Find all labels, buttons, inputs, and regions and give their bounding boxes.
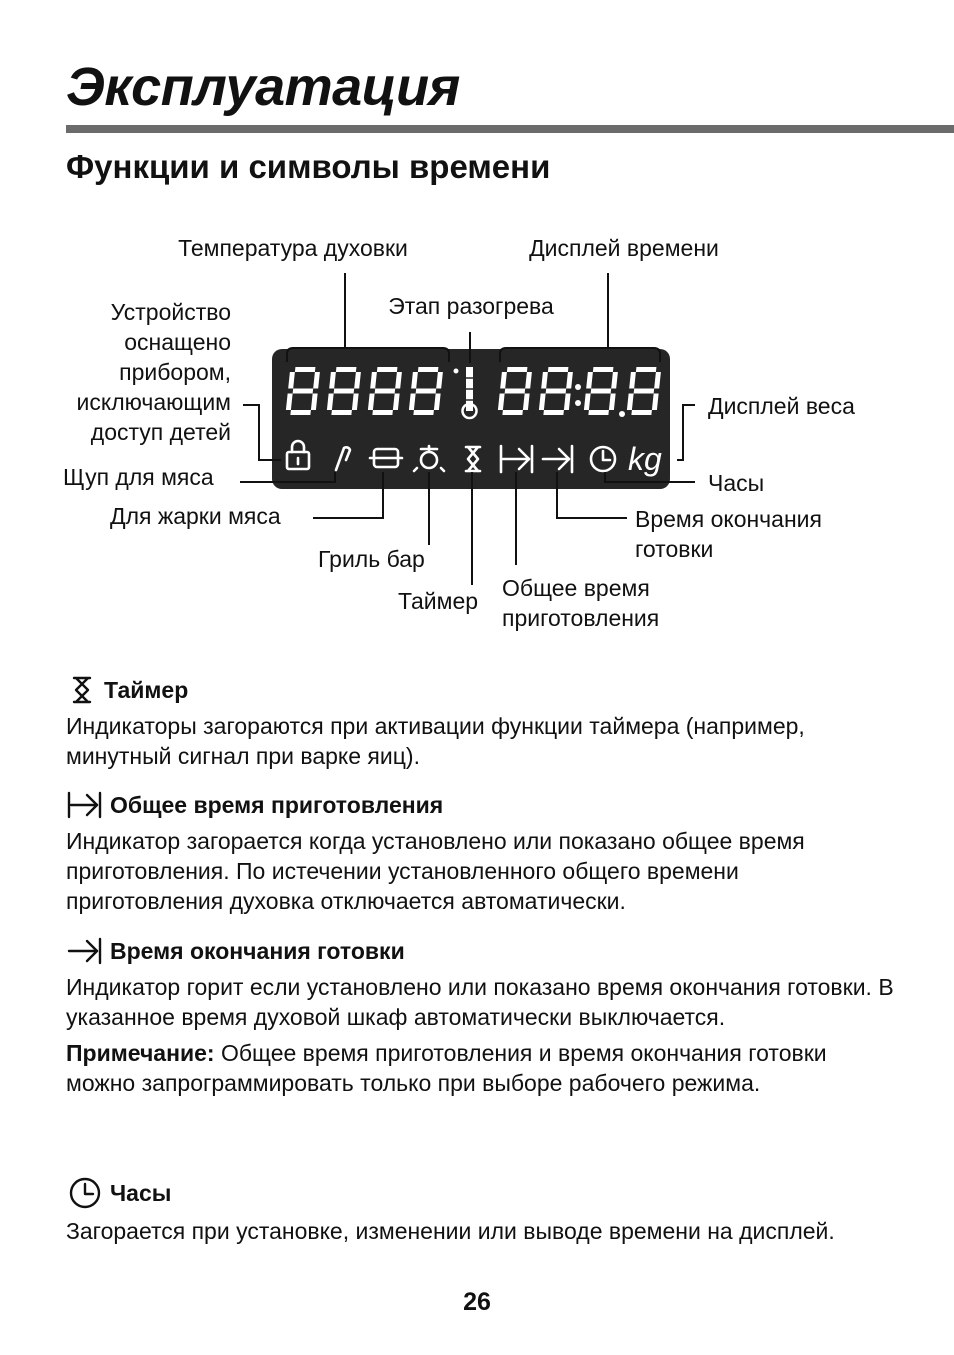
digit-segment bbox=[502, 410, 523, 415]
note-label: Примечание: bbox=[66, 1040, 215, 1066]
digit-segment bbox=[295, 367, 316, 372]
digit-segment bbox=[375, 389, 396, 394]
label-roast: Для жарки мяса bbox=[110, 503, 281, 529]
label-child-lock-3: прибором, bbox=[119, 359, 231, 385]
digit-segment bbox=[593, 367, 614, 372]
hourglass-icon bbox=[66, 675, 98, 705]
digit-segment bbox=[505, 389, 526, 394]
colon-dot-bottom bbox=[575, 400, 581, 406]
digit-segment bbox=[631, 410, 652, 415]
digit-segment bbox=[507, 367, 528, 372]
section-total-time bbox=[66, 790, 896, 916]
digit-segment bbox=[418, 367, 439, 372]
section-total-time-title: Общее время приготовления bbox=[110, 791, 444, 818]
section-clock-heading bbox=[66, 1176, 896, 1210]
digit-segment bbox=[546, 389, 567, 394]
label-clock: Часы bbox=[708, 470, 765, 496]
label-meat-probe: Щуп для мяса bbox=[63, 464, 214, 490]
digit-segment bbox=[377, 367, 398, 372]
section-clock-title: Часы bbox=[110, 1179, 172, 1206]
label-child-lock-2: оснащено bbox=[124, 329, 231, 355]
weight-unit: kg bbox=[628, 441, 662, 477]
digit-segment bbox=[548, 367, 569, 372]
display-diagram bbox=[0, 225, 954, 645]
digit-segment bbox=[413, 410, 434, 415]
label-total-time-2: приготовления bbox=[502, 605, 660, 631]
digit-segment bbox=[636, 367, 657, 372]
section-timer bbox=[66, 675, 896, 771]
digit-segment bbox=[336, 367, 357, 372]
section-clock bbox=[66, 1176, 896, 1246]
label-end-time-1: Время окончания bbox=[635, 506, 822, 532]
page-title: Эксплуатация bbox=[66, 57, 460, 117]
label-time-display: Дисплей времени bbox=[529, 235, 719, 261]
digit-segment bbox=[588, 410, 609, 415]
label-child-lock-1: Устройство bbox=[110, 299, 231, 325]
digit-segment bbox=[591, 389, 612, 394]
title-rule bbox=[66, 125, 954, 133]
section-end-time-text: Индикатор горит если установлено или показано время окончания готовки. В указанное время духовой шкаф автоматически выключается. bbox=[66, 974, 894, 1030]
section-end-time-title: Время окончания готовки bbox=[110, 937, 405, 964]
label-timer: Таймер bbox=[398, 588, 479, 614]
digit-segment bbox=[293, 389, 314, 394]
digit-segment bbox=[334, 389, 355, 394]
section-end-time-heading bbox=[66, 936, 896, 966]
digit-segment bbox=[331, 410, 352, 415]
section-clock-text: Загорается при установке, изменении или выводе времени на дисплей. bbox=[66, 1218, 835, 1244]
section-end-time bbox=[66, 936, 896, 1098]
digit-segment bbox=[372, 410, 393, 415]
section-total-time-text: Индикатор загорается когда установлено или показано общее время приготовления. По истечении установленного общего времени приготовления духовка отключается автоматически. bbox=[66, 828, 805, 914]
label-total-time-1: Общее время bbox=[502, 575, 650, 601]
section-timer-title: Таймер bbox=[104, 676, 189, 703]
section-timer-heading bbox=[66, 675, 896, 705]
decimal-dot bbox=[619, 411, 625, 417]
label-weight-display: Дисплей веса bbox=[708, 393, 855, 419]
label-heating-stage: Этап разогрева bbox=[388, 293, 554, 319]
page-number: 26 bbox=[463, 1288, 491, 1316]
clock-icon bbox=[66, 1176, 104, 1210]
note-text: Общее время приготовления и время окончания готовки можно запрограммировать только при выборе рабочего режима. bbox=[66, 1040, 827, 1096]
colon-dot-top bbox=[575, 384, 581, 390]
digit-segment bbox=[543, 410, 564, 415]
section-title: Функции и символы времени bbox=[66, 148, 551, 185]
label-grill-bar: Гриль бар bbox=[318, 546, 425, 572]
section-total-time-heading bbox=[66, 790, 896, 820]
total-cooking-time-icon bbox=[66, 790, 104, 820]
label-child-lock-4: исключающим bbox=[76, 389, 231, 415]
note bbox=[66, 1038, 896, 1098]
label-oven-temperature: Температура духовки bbox=[178, 235, 408, 261]
label-child-lock-5: доступ детей bbox=[90, 419, 231, 445]
degree-dot bbox=[454, 369, 459, 374]
end-time-icon bbox=[66, 936, 104, 966]
digit-segment bbox=[290, 410, 311, 415]
label-end-time-2: готовки bbox=[635, 536, 714, 562]
section-timer-text: Индикаторы загораются при активации функции таймера (например, минутный сигнал при варке яиц). bbox=[66, 713, 805, 769]
digit-segment bbox=[634, 389, 655, 394]
digit-segment bbox=[416, 389, 437, 394]
